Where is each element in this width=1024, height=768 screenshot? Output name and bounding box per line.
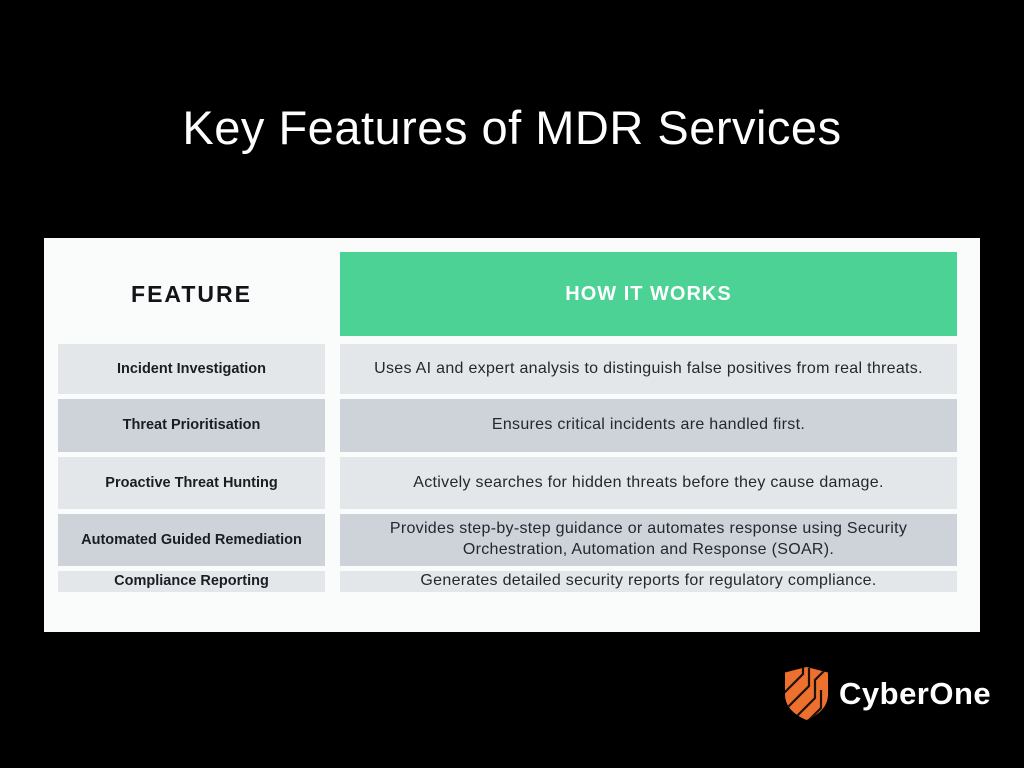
how-it-works-cell: Generates detailed security reports for regulatory compliance. bbox=[340, 571, 957, 592]
table-row bbox=[58, 344, 957, 394]
how-it-works-cell: Uses AI and expert analysis to distinguish false positives from real threats. bbox=[340, 344, 957, 394]
column-header-how-it-works: HOW IT WORKS bbox=[340, 252, 957, 336]
feature-cell: Compliance Reporting bbox=[58, 571, 325, 592]
table-row bbox=[58, 399, 957, 452]
table-row bbox=[58, 571, 957, 592]
feature-table-card bbox=[44, 238, 980, 632]
logo-wordmark: CyberOne bbox=[839, 675, 992, 711]
column-header-feature: FEATURE bbox=[131, 280, 252, 307]
table-header-row bbox=[58, 252, 957, 336]
how-it-works-cell: Actively searches for hidden threats before they cause damage. bbox=[340, 457, 957, 509]
shield-circuit-icon bbox=[783, 666, 830, 721]
feature-cell: Incident Investigation bbox=[58, 344, 325, 394]
feature-cell: Proactive Threat Hunting bbox=[58, 457, 325, 509]
cyberone-logo bbox=[783, 666, 991, 721]
how-it-works-cell: Ensures critical incidents are handled first. bbox=[340, 399, 957, 452]
table-row bbox=[58, 457, 957, 509]
page-title: Key Features of MDR Services bbox=[182, 101, 842, 154]
feature-cell: Threat Prioritisation bbox=[58, 399, 325, 452]
table-row bbox=[58, 514, 957, 566]
feature-cell: Automated Guided Remediation bbox=[58, 514, 325, 566]
how-it-works-cell: Provides step-by-step guidance or automates response using Security Orchestration, Automation and Response (SOAR). bbox=[340, 514, 957, 566]
